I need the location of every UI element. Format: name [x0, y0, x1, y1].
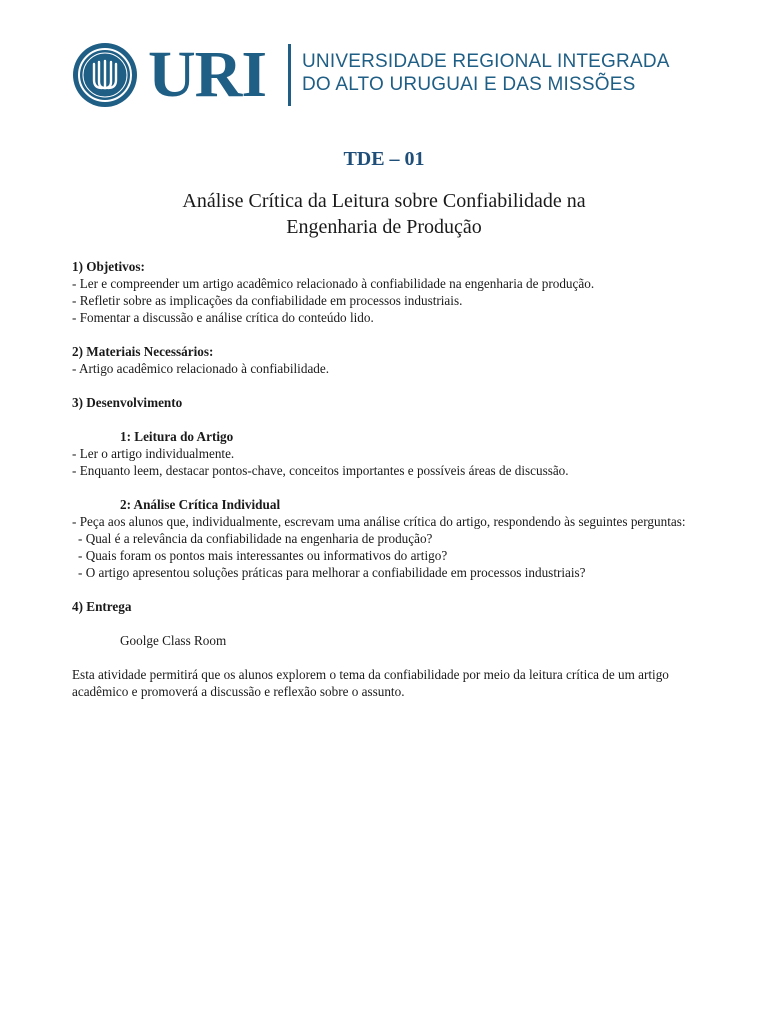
institution-name-line2: DO ALTO URUGUAI E DAS MISSÕES	[302, 74, 636, 95]
list-item: - Ler e compreender um artigo acadêmico relacionado à confiabilidade na engenharia de produção.	[72, 276, 595, 291]
question-item: - O artigo apresentou soluções práticas para melhorar a confiabilidade em processos industriais?	[78, 565, 586, 580]
university-logo-mark: URI	[148, 38, 267, 111]
list-item: - Ler o artigo individualmente.	[72, 446, 235, 461]
list-item: - Peça aos alunos que, individualmente, escrevam uma análise crítica do artigo, respondendo às seguintes perguntas:	[72, 514, 686, 529]
section-heading-objetivos: 1) Objetivos:	[72, 259, 145, 274]
subsection-heading-leitura: 1: Leitura do Artigo	[120, 429, 234, 444]
document-title-line1: Análise Crítica da Leitura sobre Confiabilidade na	[182, 190, 586, 212]
section-heading-materiais: 2) Materiais Necessários:	[72, 344, 214, 359]
question-item: - Quais foram os pontos mais interessantes ou informativos do artigo?	[78, 548, 448, 563]
delivery-platform: Goolge Class Room	[120, 633, 227, 648]
document-body	[72, 258, 692, 700]
section-heading-desenvolvimento: 3) Desenvolvimento	[72, 395, 183, 410]
question-item: - Qual é a relevância da confiabilidade na engenharia de produção?	[78, 531, 433, 546]
list-item: - Fomentar a discussão e análise crítica do conteúdo lido.	[72, 310, 374, 325]
document-code: TDE – 01	[343, 148, 425, 170]
document-title	[100, 188, 668, 240]
closing-paragraph: Esta atividade permitirá que os alunos explorem o tema da confiabilidade por meio da leitura crítica de um artigo acadêmico e promoverá a discussão e reflexão sobre o assunto.	[72, 667, 669, 699]
institution-name	[302, 50, 712, 96]
university-seal-icon	[72, 42, 138, 108]
document-title-line2: Engenharia de Produção	[286, 216, 482, 238]
subsection-heading-analise: 2: Análise Crítica Individual	[120, 497, 281, 512]
institution-header	[72, 38, 712, 111]
list-item: - Artigo acadêmico relacionado à confiabilidade.	[72, 361, 330, 376]
list-item: - Enquanto leem, destacar pontos-chave, conceitos importantes e possíveis áreas de discussão.	[72, 463, 569, 478]
list-item: - Refletir sobre as implicações da confiabilidade em processos industriais.	[72, 293, 463, 308]
logo-divider	[288, 44, 291, 106]
section-heading-entrega: 4) Entrega	[72, 599, 132, 614]
institution-name-line1: UNIVERSIDADE REGIONAL INTEGRADA	[302, 51, 670, 72]
